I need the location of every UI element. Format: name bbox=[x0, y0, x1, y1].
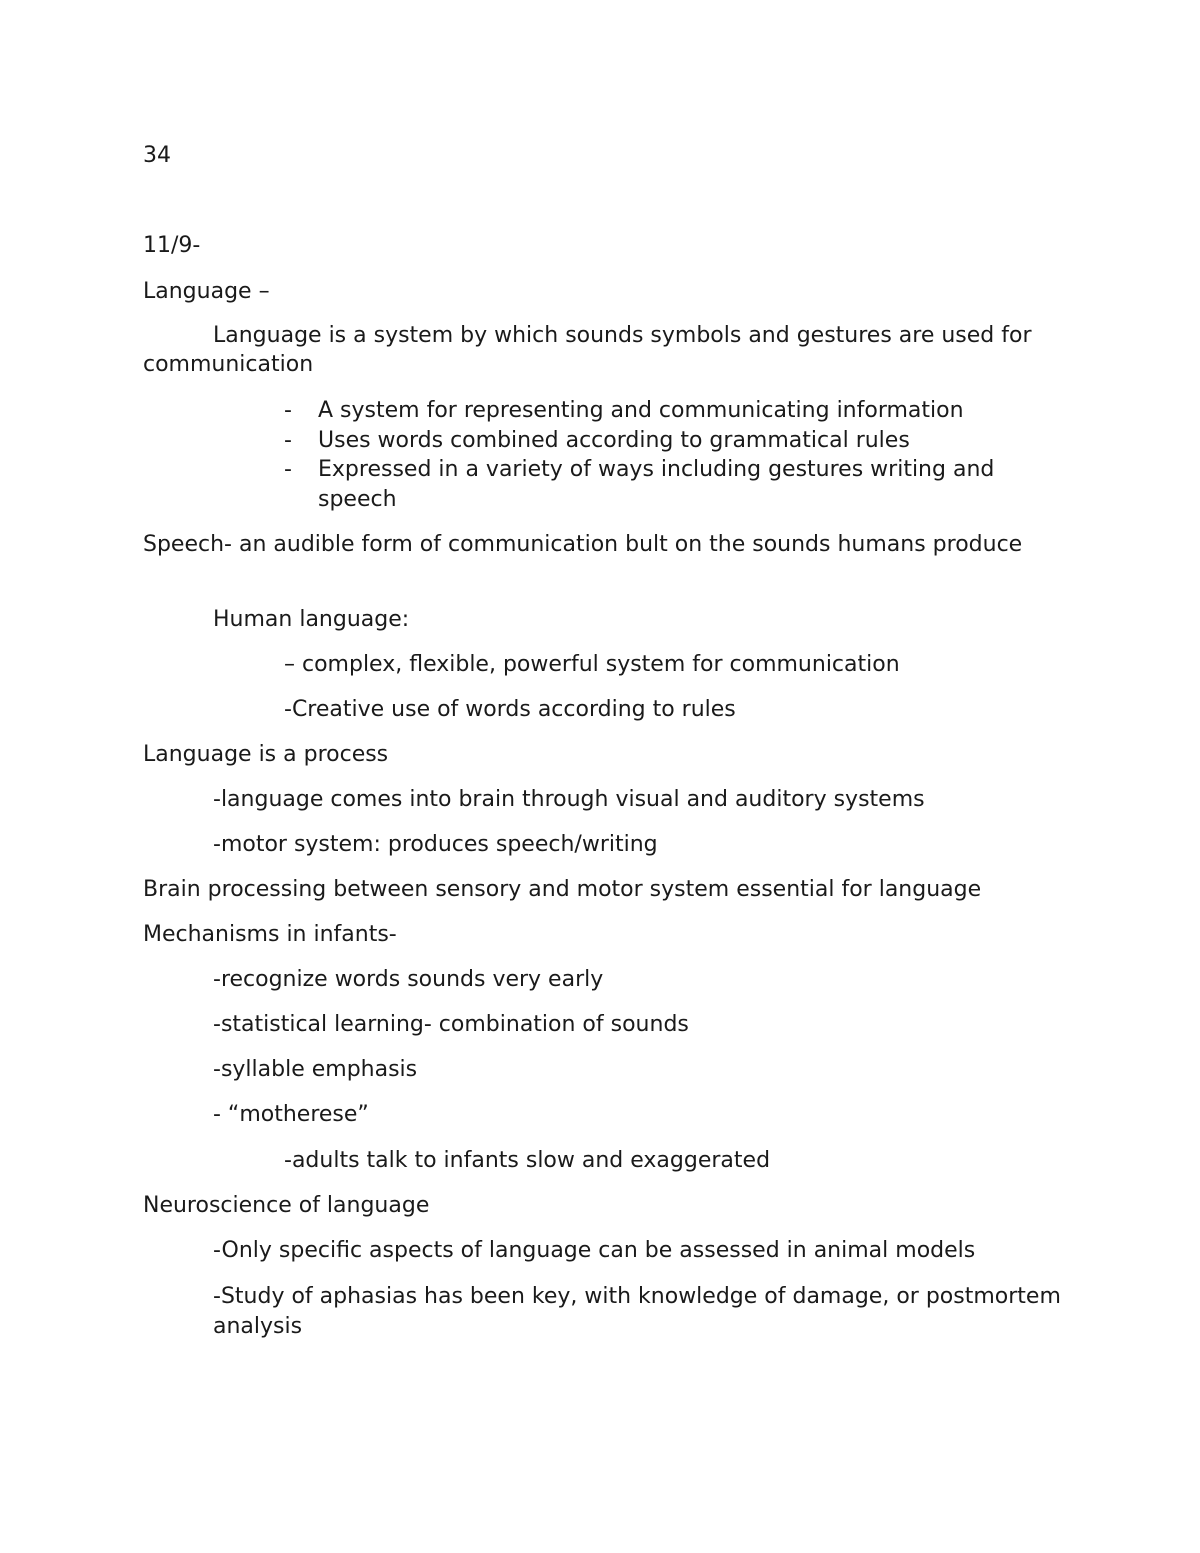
neuroscience-heading: Neuroscience of language bbox=[143, 1193, 430, 1218]
brain-processing-note: Brain processing between sensory and motor system essential for language bbox=[143, 877, 982, 902]
bullet-text: A system for representing and communicating information bbox=[318, 398, 964, 423]
bullet-marker: - bbox=[284, 457, 292, 482]
list-item: -syllable emphasis bbox=[213, 1057, 418, 1082]
list-item: -recognize words sounds very early bbox=[213, 967, 604, 992]
process-heading: Language is a process bbox=[143, 742, 389, 767]
bullet-text: Expressed in a variety of ways including gestures writing and speech bbox=[318, 457, 995, 512]
page-number: 34 bbox=[143, 143, 171, 168]
bullet-text: Uses words combined according to grammatical rules bbox=[318, 427, 910, 453]
list-sub-item: -adults talk to infants slow and exaggerated bbox=[284, 1148, 771, 1173]
list-item: – complex, flexible, powerful system for communication bbox=[284, 652, 900, 677]
human-language-label: Human language: bbox=[213, 607, 410, 632]
note-date: 11/9- bbox=[143, 233, 201, 258]
list-item: -language comes into brain through visual and auditory systems bbox=[213, 787, 925, 812]
speech-definition: Speech- an audible form of communication bult on the sounds humans produce bbox=[143, 532, 1023, 557]
list-item: - “motherese” bbox=[213, 1102, 369, 1127]
bullet-marker: - bbox=[284, 398, 292, 423]
bullet-marker: - bbox=[284, 427, 292, 453]
list-item: -Creative use of words according to rules bbox=[284, 697, 736, 722]
list-item: -motor system: produces speech/writing bbox=[213, 832, 658, 857]
list-item: -statistical learning- combination of sounds bbox=[213, 1012, 689, 1037]
heading-language: Language – bbox=[143, 279, 270, 304]
definition-bullet-list bbox=[284, 396, 1074, 514]
list-item: -Study of aphasias has been key, with knowledge of damage, or postmortem analysis bbox=[213, 1284, 1061, 1339]
list-item bbox=[284, 396, 1074, 426]
list-item bbox=[284, 426, 1074, 456]
language-definition: Language is a system by which sounds symbols and gestures are used for communication bbox=[143, 323, 1032, 377]
list-item: -Only specific aspects of language can be assessed in animal models bbox=[213, 1238, 976, 1263]
infants-heading: Mechanisms in infants- bbox=[143, 922, 397, 947]
list-item bbox=[284, 455, 1074, 514]
